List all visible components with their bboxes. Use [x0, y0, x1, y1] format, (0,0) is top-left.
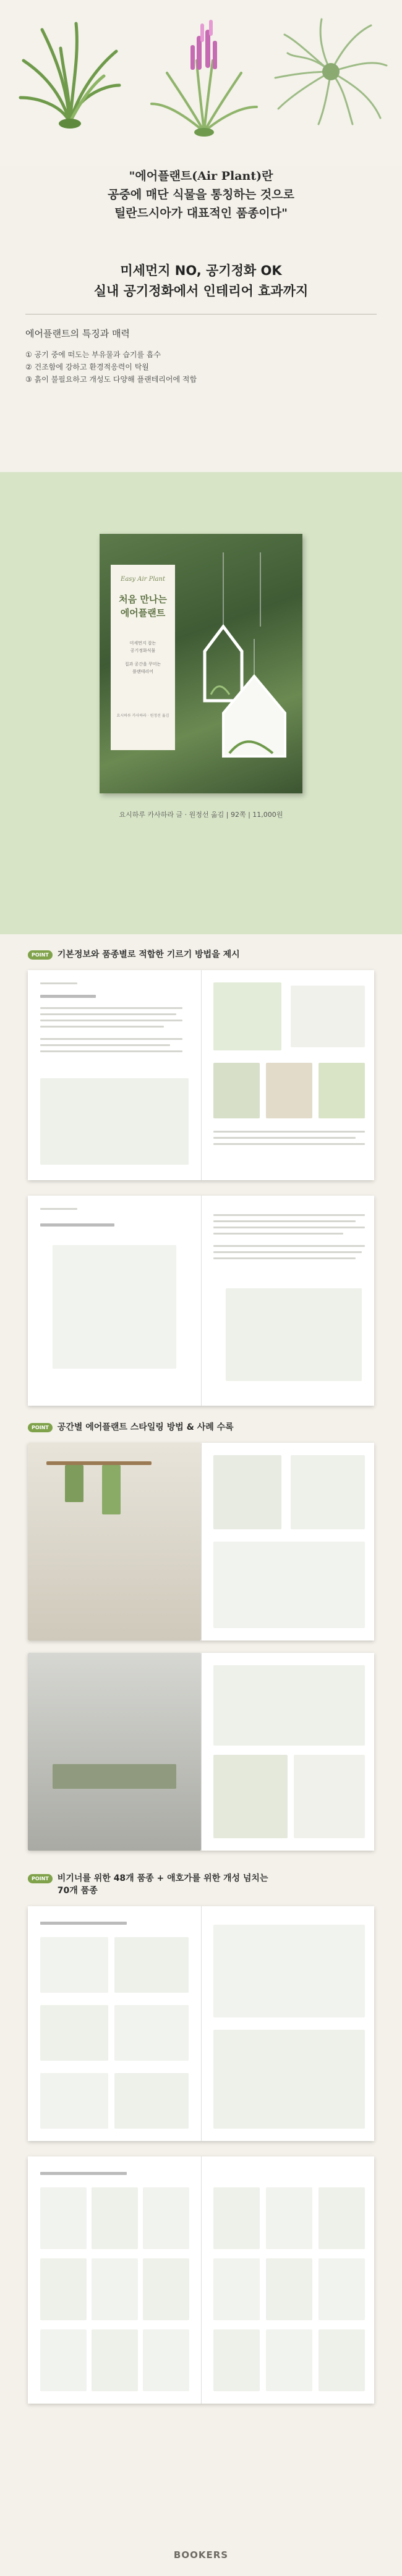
section-header-3 — [28, 1872, 268, 1897]
hero-banner — [0, 0, 402, 166]
quote-line-2: 공중에 매단 식물을 통칭하는 것으로 — [108, 188, 294, 201]
headline-line-2: 실내 공기정화에서 인테리어 효과까지 — [93, 284, 309, 298]
sample-spread-care-steps — [28, 1196, 374, 1406]
sample-spread-styling — [28, 1443, 374, 1641]
air-plant-illustration-center — [148, 11, 260, 141]
book-subtitle — [111, 640, 175, 675]
section-header-1 — [28, 948, 240, 961]
headline — [0, 261, 402, 302]
book-kr-title-line-2: 에어플랜트 — [120, 607, 166, 619]
sample-spread-care-guide — [28, 970, 374, 1180]
book-cover-section — [0, 472, 402, 934]
section-title-2: 공간별 에어플랜트 스타일링 방법 & 사례 수록 — [57, 1422, 234, 1432]
book-author: 요시하루 카사하라 · 원정선 옮김 — [116, 714, 169, 718]
section-title-3-line-2: 70개 품종 — [57, 1886, 98, 1896]
features-title: 에어플랜트의 특징과 매력 — [25, 328, 130, 339]
sample-spread-display — [28, 1653, 374, 1851]
book-title-panel — [111, 565, 175, 750]
point-badge: POINT — [28, 1874, 53, 1883]
features-block — [25, 327, 377, 386]
book-cover — [100, 534, 302, 793]
feature-item: ③ 흙이 불필요하고 개성도 다양해 플랜테리어에 적합 — [25, 375, 197, 384]
book-caption: 요시하루 카사하라 글 · 원정선 옮김 | 92쪽 | 11,000원 — [119, 811, 283, 819]
point-badge: POINT — [28, 1423, 53, 1432]
publisher-logo: BOOKERS — [173, 2549, 229, 2561]
quote-line-3: 틸란드시아가 대표적인 품종이다" — [114, 206, 288, 220]
section-title-3 — [58, 1872, 268, 1897]
feature-item: ① 공기 중에 떠도는 부유물과 습기를 흡수 — [25, 350, 161, 359]
sample-spread-beginner-species — [28, 1906, 374, 2141]
point-badge: POINT — [28, 950, 53, 960]
sample-spread-enthusiast-species — [28, 2156, 374, 2404]
book-en-title: Easy Air Plant — [121, 576, 165, 583]
book-subtitle-line-3: 집과 공간을 꾸미는 — [124, 662, 161, 667]
book-subtitle-line-2: 공기정화식물 — [130, 648, 156, 653]
headline-line-1: 미세먼지 NO, 공기정화 OK — [120, 263, 282, 278]
features-list — [25, 348, 377, 386]
air-plant-illustration-left — [17, 17, 122, 135]
section-divider — [25, 314, 377, 315]
air-plant-illustration-right — [272, 16, 390, 127]
book-kr-title — [111, 593, 175, 620]
section-title-3-line-1: 비기너를 위한 48개 품종 + 애호가를 위한 개성 넘치는 — [57, 1873, 268, 1883]
book-subtitle-line-1: 미세먼지 잡는 — [129, 641, 156, 646]
quote-line-1: "에어플랜트(Air Plant)란 — [129, 169, 273, 183]
intro-quote — [0, 166, 402, 222]
section-header-2 — [28, 1421, 234, 1434]
hanging-house-planters-image — [186, 552, 297, 781]
section-title-1: 기본정보와 품종별로 적합한 기르기 방법을 제시 — [57, 950, 240, 960]
book-subtitle-line-4: 플랜테리어 — [132, 669, 153, 674]
book-kr-title-line-1: 처음 만나는 — [119, 594, 167, 605]
feature-item: ② 건조함에 강하고 환경적응력이 탁월 — [25, 363, 149, 371]
